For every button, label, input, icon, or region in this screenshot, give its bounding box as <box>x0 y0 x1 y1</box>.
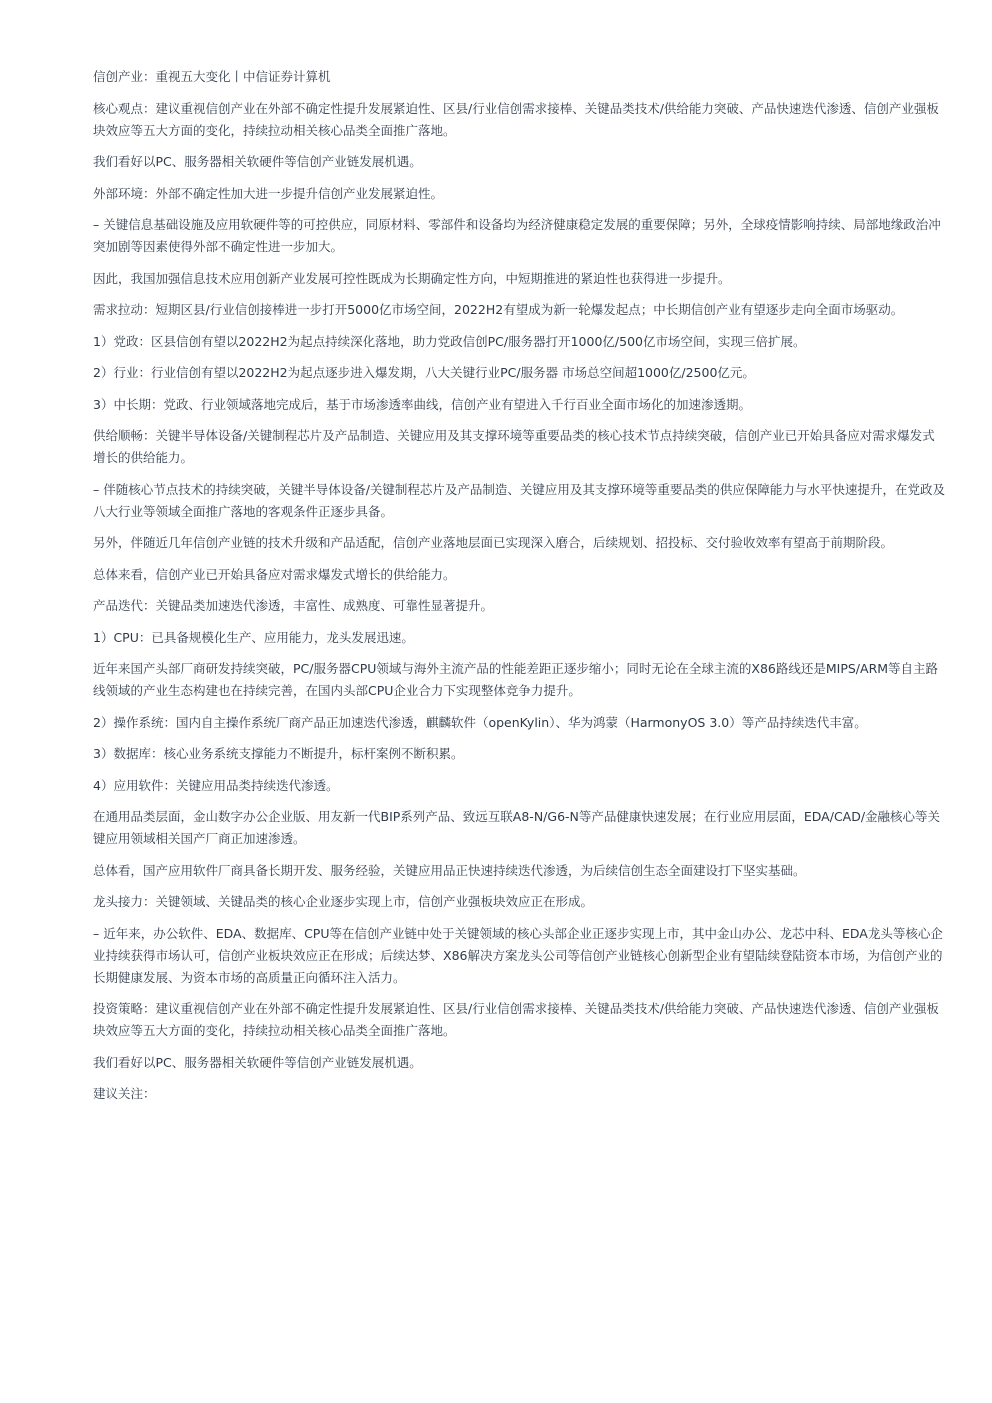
paragraph: 2）行业：行业信创有望以2022H2为起点逐步进入爆发期，八大关键行业PC/服务器 市场总空间超1000亿/2500亿元。 <box>93 365 755 380</box>
paragraph: 总体来看，信创产业已开始具备应对需求爆发式增长的供给能力。 <box>93 566 456 582</box>
paragraph: – 近年来，办公软件、EDA、数据库、CPU等在信创产业链中处于关键领域的核心头部企业正逐步实现上市，其中金山办公、龙芯中科、EDA龙头等核心企业持续获得市场认可，信创产业板块效应正在形成；后续达梦、X86解决方案龙头公司等信创产业链核心创新型企业有望陆续登陆资本市场，为信创产业的长期健康发展、为资本市场的高质量正向循环注入活力。 <box>93 925 943 985</box>
document-title: 信创产业：重视五大变化丨中信证券计算机 <box>93 69 331 84</box>
paragraph-demand: 需求拉动：短期区县/行业信创接棒进一步打开5000亿市场空间，2022H2有望成为新一轮爆发起点；中长期信创产业有望逐步走向全面市场驱动。 <box>93 302 904 317</box>
paragraph-recommendations: 建议关注： <box>93 1086 156 1101</box>
paragraph: 我们看好以PC、服务器相关软硬件等信创产业链发展机遇。 <box>93 1054 422 1070</box>
paragraph-core-view: 核心观点：建议重视信创产业在外部不确定性提升发展紧迫性、区县/行业信创需求接棒、关键品类技术/供给能力突破、产品快速迭代渗透、信创产业强板块效应等五大方面的变化，持续拉动相关核心品类全面推广落地。 <box>93 100 939 138</box>
paragraph: 总体看，国产应用软件厂商具备长期开发、服务经验，关键应用品正快速持续迭代渗透，为后续信创生态全面建设打下坚实基础。 <box>93 862 806 878</box>
paragraph-leaders: 龙头接力：关键领域、关键品类的核心企业逐步实现上市，信创产业强板块效应正在形成。 <box>93 894 594 909</box>
paragraph-product-iteration: 产品迭代：关键品类加速迭代渗透，丰富性、成熟度、可靠性显著提升。 <box>93 598 494 613</box>
paragraph: 在通用品类层面，金山数字办公企业版、用友新一代BIP系列产品、致远互联A8-N/G6-N等产品健康快速发展；在行业应用层面，EDA/CAD/金融核心等关键应用领域相关国产厂商正加速渗透。 <box>93 809 941 846</box>
paragraph: 3）数据库：核心业务系统支撑能力不断提升，标杆案例不断积累。 <box>93 746 464 761</box>
paragraph: 3）中长期：党政、行业领域落地完成后，基于市场渗透率曲线，信创产业有望进入千行百业全面市场化的加速渗透期。 <box>93 396 751 412</box>
paragraph-investment-strategy: 投资策略：建议重视信创产业在外部不确定性提升发展紧迫性、区县/行业信创需求接棒、关键品类技术/供给能力突破、产品快速迭代渗透、信创产业强板块效应等五大方面的变化，持续拉动相关核心品类全面推广落地。 <box>93 1001 939 1038</box>
paragraph: – 关键信息基础设施及应用软硬件等的可控供应，同原材料、零部件和设备均为经济健康稳定发展的重要保障；另外，全球疫情影响持续、局部地缘政治冲突加剧等因素使得外部不确定性进一步加大。 <box>93 217 941 254</box>
document-body <box>93 66 945 1115</box>
paragraph: 因此，我国加强信息技术应用创新产业发展可控性既成为长期确定性方向，中短期推进的紧迫性也获得进一步提升。 <box>93 270 731 286</box>
paragraph: 近年来国产头部厂商研发持续突破，PC/服务器CPU领域与海外主流产品的性能差距正逐步缩小；同时无论在全球主流的X86路线还是MIPS/ARM等自主路线领域的产业生态构建也在持续完善，在国内头部CPU企业合力下实现整体竞争力提升。 <box>93 661 939 698</box>
paragraph-external-environment: 外部环境：外部不确定性加大进一步提升信创产业发展紧迫性。 <box>93 185 444 201</box>
paragraph-supply: 供给顺畅：关键半导体设备/关键制程芯片及产品制造、关键应用及其支撑环境等重要品类的核心技术节点持续突破，信创产业已开始具备应对需求爆发式增长的供给能力。 <box>93 428 935 465</box>
paragraph: 1）党政：区县信创有望以2022H2为起点持续深化落地，助力党政信创PC/服务器打开1000亿/500亿市场空间，实现三倍扩展。 <box>93 333 806 349</box>
paragraph: 4）应用软件：关键应用品类持续迭代渗透。 <box>93 777 339 793</box>
paragraph: 我们看好以PC、服务器相关软硬件等信创产业链发展机遇。 <box>93 154 422 169</box>
paragraph: 2）操作系统：国内自主操作系统厂商产品正加速迭代渗透，麒麟软件（openKylin）、华为鸿蒙（HarmonyOS 3.0）等产品持续迭代丰富。 <box>93 714 867 730</box>
paragraph: 1）CPU：已具备规模化生产、应用能力，龙头发展迅速。 <box>93 629 414 645</box>
paragraph: 另外，伴随近几年信创产业链的技术升级和产品适配，信创产业落地层面已实现深入磨合，后续规划、招投标、交付验收效率有望高于前期阶段。 <box>93 535 894 550</box>
paragraph: – 伴随核心节点技术的持续突破，关键半导体设备/关键制程芯片及产品制造、关键应用及其支撑环境等重要品类的供应保障能力与水平快速提升，在党政及八大行业等领域全面推广落地的客观条件正逐步具备。 <box>93 481 945 519</box>
